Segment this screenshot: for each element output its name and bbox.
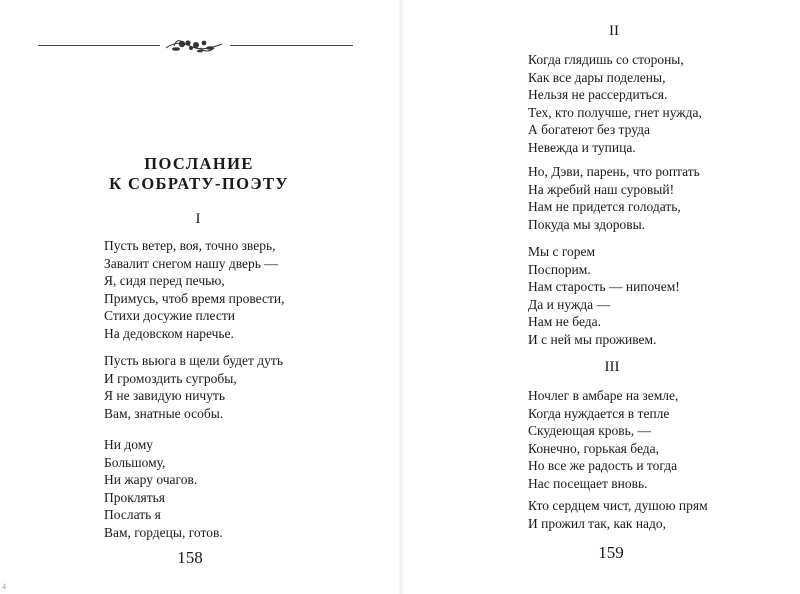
verse-line: Когда глядишь со стороны, [528, 52, 684, 67]
verse-line: Поспорим. [528, 261, 591, 277]
verse-line: Да и нужда — [528, 296, 611, 312]
verse-line: Мы с горем [528, 244, 596, 259]
verse-line: Нам не придется голодать, [528, 199, 681, 214]
verse-line: Ни дому [104, 437, 154, 452]
verse-line: Покуда мы здоровы. [528, 216, 646, 232]
verse-line: На жребий наш суровый! [528, 181, 675, 197]
verse-line: А богатеют без труда [528, 122, 650, 137]
poem-title-line-1: ПОСЛАНИЕ [144, 154, 254, 173]
verse-line: Стихи досужие плести [104, 308, 235, 323]
verse-line: Невежда и тупица. [528, 139, 636, 155]
verse-line: На дедовском наречье. [104, 325, 234, 341]
stanza-1 [104, 237, 285, 342]
verse-line: Ночлег в амбаре на земле, [528, 388, 679, 403]
verse-line: Проклятья [104, 489, 166, 505]
verse-line: Примусь, чтоб время провести, [104, 290, 285, 306]
verse-line: Конечно, горькая беда, [528, 440, 660, 456]
verse-line: И громоздить сугробы, [104, 370, 237, 386]
verse-line: Вам, гордецы, готов. [104, 524, 223, 540]
verse-line: Как все дары поделены, [528, 69, 666, 85]
stanza-5 [528, 163, 700, 233]
verse-line: Но, Дэви, парень, что роптать [528, 164, 700, 179]
verse-line: Тех, кто получше, гнет нужда, [528, 104, 702, 120]
stanza-8 [528, 497, 708, 532]
verse-line: И прожил так, как надо, [528, 515, 667, 531]
verse-line: Я, сидя перед печью, [104, 273, 225, 288]
stanza-7 [528, 387, 678, 492]
verse-line: Когда нуждается в тепле [528, 405, 670, 421]
section-number-i: I [195, 211, 201, 227]
verse-line: Большому, [104, 454, 166, 470]
page-number-right: 159 [598, 543, 624, 562]
verse-line: Завалит снегом нашу дверь — [104, 255, 278, 271]
verse-line: Послать я [104, 507, 161, 522]
section-number-ii: II [609, 23, 619, 39]
verse-line: Скудеющая кровь, — [528, 423, 652, 438]
verse-line: Я не завидую ничуть [104, 388, 226, 403]
verse-line: Нам не беда. [528, 314, 601, 329]
verse-line: Нас посещает вновь. [528, 475, 648, 491]
corner-mark: 4 [2, 582, 6, 591]
verse-line: Пусть вьюга в щели будет дуть [104, 353, 283, 368]
right-page [400, 0, 800, 594]
stanza-4 [528, 51, 702, 156]
stanza-2 [104, 352, 283, 422]
verse-line: Ни жару очагов. [104, 472, 198, 487]
verse-line: И с ней мы проживем. [528, 331, 657, 347]
flower-ornament-icon [160, 34, 230, 58]
verse-line: Пусть ветер, воя, точно зверь, [104, 238, 276, 253]
verse-line: Нельзя не рассердиться. [528, 87, 668, 102]
poem-title [105, 154, 293, 194]
verse-line: Кто сердцем чист, душою прям [528, 498, 708, 513]
stanza-6 [528, 243, 680, 348]
verse-line: Но все же радость и тогда [528, 458, 678, 473]
poem-title-line-2: К СОБРАТУ-ПОЭТУ [109, 174, 289, 193]
section-number-iii: III [604, 359, 620, 375]
verse-line: Нам старость — нипочем! [528, 279, 680, 294]
verse-line: Вам, знатные особы. [104, 405, 224, 421]
stanza-3 [104, 436, 223, 541]
page-number-left: 158 [177, 548, 203, 567]
